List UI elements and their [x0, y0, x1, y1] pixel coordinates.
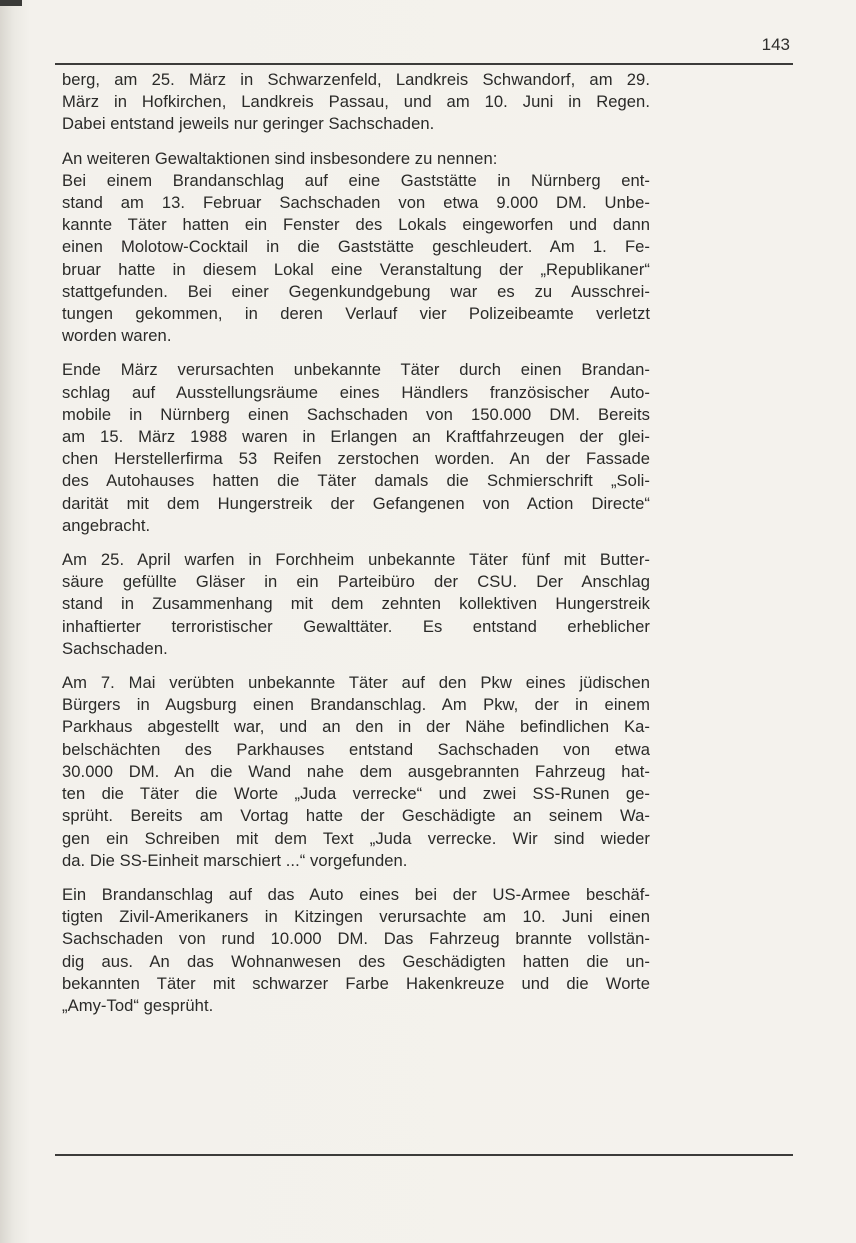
text-line: säure gefüllte Gläser in ein Parteibüro der CSU. Der Anschlag — [62, 572, 650, 592]
text-line: ten die Täter die Worte „Juda verrecke“ und zwei SS-Runen ge- — [62, 784, 650, 804]
paragraph — [62, 884, 650, 1017]
text-line: tigten Zivil-Amerikaners in Kitzingen verursachte am 10. Juni einen — [62, 907, 650, 927]
text-line: berg, am 25. März in Schwarzenfeld, Landkreis Schwandorf, am 29. — [62, 70, 650, 89]
text-line: Bürgers in Augsburg einen Brandanschlag. Am Pkw, der in einem — [62, 695, 650, 715]
text-line: März in Hofkirchen, Landkreis Passau, und am 10. Juni in Regen. — [62, 92, 650, 112]
text-line: Parkhaus abgestellt war, und an den in der Nähe befindlichen Ka- — [62, 717, 650, 737]
text-line: stand in Zusammenhang mit dem zehnten kollektiven Hungerstreik — [62, 594, 650, 614]
text-line: Sachschaden. — [62, 638, 168, 658]
text-line: Ende März verursachten unbekannte Täter durch einen Brandan- — [62, 360, 650, 380]
footer-rule — [55, 1154, 793, 1156]
text-line: mobile in Nürnberg einen Sachschaden von 150.000 DM. Bereits — [62, 404, 650, 424]
text-line: An weiteren Gewaltaktionen sind insbesondere zu nennen: — [62, 148, 498, 168]
text-line: stand am 13. Februar Sachschaden von etwa 9.000 DM. Unbe- — [62, 193, 650, 213]
text-line: Ein Brandanschlag auf das Auto eines bei der US-Armee beschäf- — [62, 884, 650, 904]
text-line: am 15. März 1988 waren in Erlangen an Kraftfahrzeugen der glei- — [62, 427, 650, 447]
corner-mark — [0, 0, 22, 6]
text-line: schlag auf Ausstellungsräume eines Händlers französischer Auto- — [62, 382, 650, 402]
text-line: stattgefunden. Bei einer Gegenkundgebung war es zu Ausschrei- — [62, 281, 650, 301]
text-line: darität mit dem Hungerstreik der Gefangenen von Action Directe“ — [62, 493, 650, 513]
text-line: gen ein Schreiben mit dem Text „Juda verrecke. Wir sind wieder — [62, 828, 650, 848]
text-line: des Autohauses hatten die Täter damals die Schmierschrift „Soli- — [62, 471, 650, 491]
text-line: da. Die SS-Einheit marschiert ...“ vorgefunden. — [62, 850, 408, 870]
text-line: „Amy-Tod“ gesprüht. — [62, 995, 214, 1015]
paragraph — [62, 549, 650, 660]
text-line: worden waren. — [62, 326, 172, 346]
text-line: Am 25. April warfen in Forchheim unbekannte Täter fünf mit Butter- — [62, 550, 650, 570]
paragraph — [62, 359, 650, 537]
text-line: sprüht. Bereits am Vortag hatte der Geschädigte an seinem Wa- — [62, 806, 650, 826]
text-line: kannte Täter hatten ein Fenster des Lokals eingeworfen und dann — [62, 215, 650, 235]
text-line: einen Molotow-Cocktail in die Gaststätte geschleudert. Am 1. Fe- — [62, 237, 650, 257]
text-line: 30.000 DM. An die Wand nahe dem ausgebrannten Fahrzeug hat- — [62, 761, 650, 781]
text-line: tungen gekommen, in deren Verlauf vier Polizeibeamte verletzt — [62, 304, 650, 324]
text-line: belschächten des Parkhauses entstand Sachschaden von etwa — [62, 739, 650, 759]
text-line: dig aus. An das Wohnanwesen des Geschädigten hatten die un- — [62, 951, 650, 971]
text-line: chen Herstellerfirma 53 Reifen zerstochen worden. An der Fassade — [62, 449, 650, 469]
text-line: bruar hatte in diesem Lokal eine Veranstaltung der „Republikaner“ — [62, 259, 650, 279]
text-line: inhaftierter terroristischer Gewalttäter. Es entstand erheblicher — [62, 616, 650, 636]
text-line: Am 7. Mai verübten unbekannte Täter auf den Pkw eines jüdischen — [62, 673, 650, 693]
text-line: Dabei entstand jeweils nur geringer Sachschaden. — [62, 114, 435, 134]
text-line: Bei einem Brandanschlag auf eine Gaststätte in Nürnberg ent- — [62, 170, 650, 190]
paragraph — [62, 69, 650, 136]
paragraph — [62, 672, 650, 872]
text-line: angebracht. — [62, 515, 151, 535]
text-line: Sachschaden von rund 10.000 DM. Das Fahrzeug brannte vollstän- — [62, 929, 650, 949]
paragraph — [62, 148, 650, 348]
body-text — [62, 69, 650, 1029]
text-line: bekannten Täter mit schwarzer Farbe Hakenkreuze und die Worte — [62, 973, 650, 993]
page-number: 143 — [761, 35, 790, 54]
header-rule — [55, 63, 793, 65]
